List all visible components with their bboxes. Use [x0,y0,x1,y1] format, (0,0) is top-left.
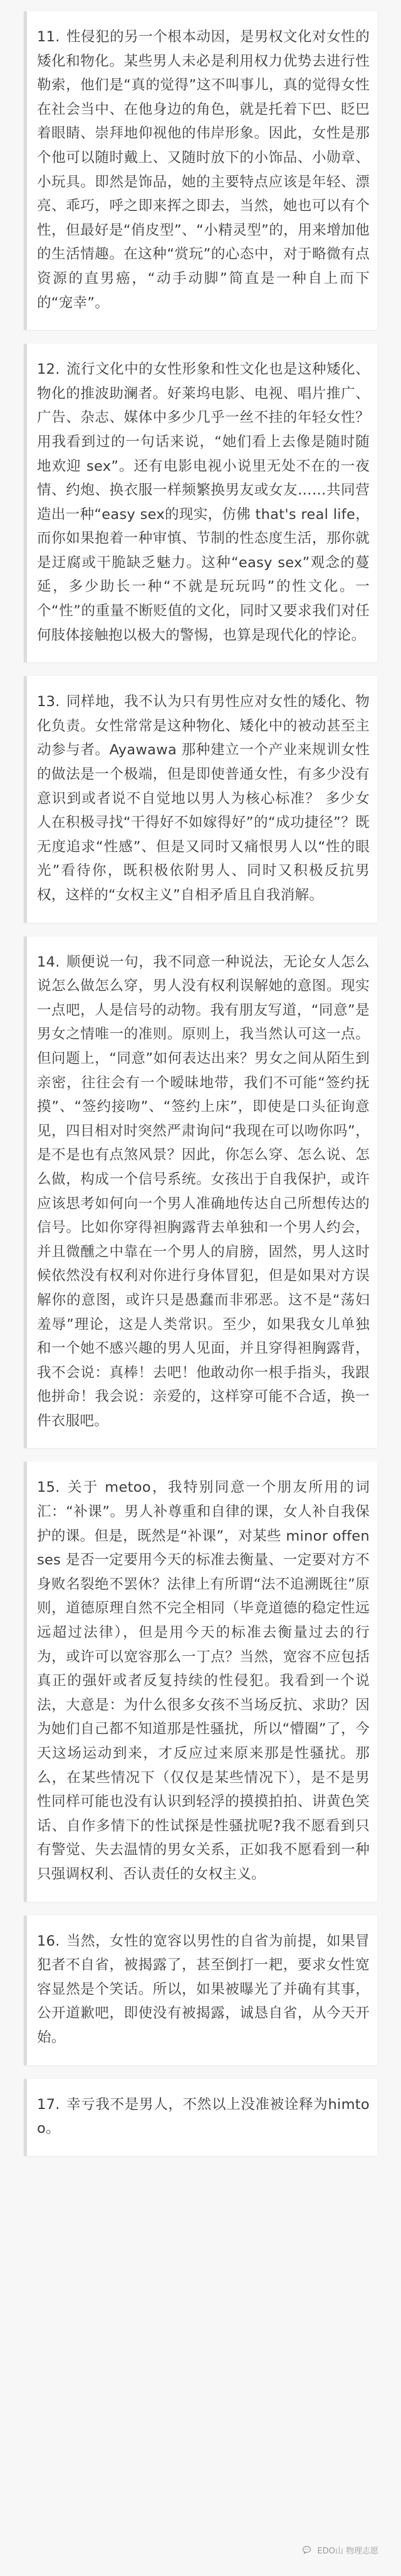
paragraph-block-15 [24,1462,377,1901]
paragraph-text [37,1475,370,1886]
paragraph-text [37,690,370,907]
section-list [0,11,401,2170]
paragraph-block-14 [24,936,377,1449]
paragraph-text [37,2093,370,2141]
paragraph-text [37,25,370,315]
watermark [302,2544,378,2556]
paragraph-block-13 [24,676,377,922]
paragraph-number: 17. [37,2096,60,2113]
paragraph-number: 16. [37,1932,60,1949]
paragraph-block-17 [24,2079,377,2156]
paragraph-number: 12. [37,361,60,378]
paragraph-body: 流行文化中的女性形象和性文化也是这种矮化、物化的推波助澜者。好莱坞电影、电视、唱片推广、广告、杂志、媒体中多少几乎一丝不挂的年轻女性？用我看到过的一句话来说，“她们看上去像是随时随地欢迎 sex”。还有电影电视小说里无处不在的一夜情、约炮、换衣服一样频繁换男友或女友……共同营造出一种“easy sex的现实，仿佛 that's real life，而你如果抱着一种审慎、节制的性态度生活，那你就是迂腐或干脆缺乏魅力。这种“easy sex”观念的蔓延，多少助长一种“不就是玩玩吗”的性文化。一个“性”的重量不断贬值的文化，同时又要求我们对任何肢体接触抱以极大的警惕，也算是现代化的悖论。 [37,361,370,644]
watermark-label: EDO山 物理志愿 [317,2547,378,2556]
paragraph-body: 同样地，我不认为只有男性应对女性的矮化、物化负责。女性常常是这种物化、矮化中的被动甚至主动参与者。Ayawawa 那种建立一个产业来规训女性的做法是一个极端，但是即使普通女性，有多少没有意识到或者说不自觉地以男人为核心标准？ 多少女人在积极寻找“干得好不如嫁得好”的“成功捷径”？既无度追求“性感”、但是又同时又痛恨男人以“性的眼光”看待你，既积极依附男人、同时又积极反抗男权，这样的“女权主义”自相矛盾且自我消解。 [37,694,370,903]
paragraph-number: 13. [37,694,60,711]
paragraph-number: 14. [37,953,60,970]
paragraph-body: 关于 metoo，我特别同意一个朋友所用的词汇：“补课”。男人补尊重和自律的课，女人补自我保护的课。但是，既然是“补课”，对某些 minor offenses 是否一定要用今天的标准去衡量、一定要对方不身败名裂绝不罢休？法律上有所谓“法不追溯既往”原则，道德原理自然不完全相同（毕竟道德的稳定性远远超过法律），但是用今天的标准去衡量过去的行为，或许可以宽容那么一丁点？当然，宽容不应包括真正的强奸或者反复持续的性侵犯。我看到一个说法，大意是：为什么很多女孩不当场反抗、求助？因为她们自己都不知道那是性骚扰，所以“懵圈”了，今天这场运动到来，才反应过来原来那是性骚扰。那么，在某些情况下（仅仅是某些情况下），是不是男性同样可能也没有认识到轻浮的摸摸拍拍、讲黄色笑话、自作多情下的性试探是性骚扰呢?我不愿看到只有警觉、失去温情的男女关系，正如我不愿看到一种只强调权利、否认责任的女权主义。 [37,1479,370,1882]
paragraph-text [37,357,370,647]
paragraph-body: 幸亏我不是男人，不然以上没准被诠释为himtoo。 [37,2096,370,2137]
paragraph-text [37,1929,370,2050]
paragraph-body: 顺便说一句，我不同意一种说法，无论女人怎么说怎么做怎么穿，男人没有权利误解她的意图。现实一点吧，人是信号的动物。我有朋友写道，“同意”是男女之情唯一的准则。原则上，我当然认可这一点。但问题上，“同意”如何表达出来？男女之间从陌生到亲密，往往会有一个暧昧地带，我们不可能“签约抚摸”、“签约接吻”、“签约上床”，即使是口头征询意见，四目相对时突然严肃询问“我现在可以吻你吗”，是不是也有点煞风景？因此，你怎么穿、怎么说、怎么做，构成一个信号系统。女孩出于自我保护，或许应该思考如何向一个男人准确地传达自己所想传达的信号。比如你穿得袒胸露背去单独和一个男人约会，并且微醺之中靠在一个男人的肩膀，固然，男人这时候依然没有权利对你进行身体冒犯，但是如果对方误解你的意图，或许只是愚蠢而非邪恶。这不是“荡妇羞辱”理论，这是人类常识。至少，如果我女儿单独和一个她不感兴趣的男人见面，并且穿得袒胸露背，我不会说：真棒！去吧！他敢动你一根手指头，我跟他拼命！我会说：亲爱的，这样穿可能不合适，换一件衣服吧。 [37,953,370,1429]
paragraph-body: 当然，女性的宽容以男性的自省为前提，如果冒犯者不自省，被揭露了，甚至倒打一耙，要求女性宽容显然是个笑话。所以，如果被曝光了并确有其事，公开道歉吧，即使没有被揭露，诚恳自省，从今天开始。 [37,1932,370,2046]
paragraph-block-16 [24,1916,377,2065]
paragraph-body: 性侵犯的另一个根本动因，是男权文化对女性的矮化和物化。某些男人未必是利用权力优势去进行性勒索，他们是“真的觉得”这不叫事儿，真的觉得女性在社会当中、在他身边的角色，就是托着下巴、眨巴着眼睛、崇拜地仰视他的伟岸形象。因此，女性是那个他可以随时戴上、又随时放下的小饰品、小勋章、小玩具。即然是饰品，她的主要特点应该是年轻、漂亮、乖巧，呼之即来挥之即去，当然，她也可以有个性，但最好是“俏皮型”、“小精灵型”的，用来增加他的生活情趣。在这种“赏玩”的心态中，对于略微有点资源的直男癌，“动手动脚”简直是一种自上而下的“宠幸”。 [37,29,370,311]
paragraph-text [37,950,370,1434]
paragraph-number: 11. [37,29,60,45]
wechat-bubble-icon [302,2545,313,2556]
paragraph-number: 15. [37,1479,60,1496]
paragraph-block-12 [24,344,377,662]
paragraph-block-11 [24,11,377,330]
